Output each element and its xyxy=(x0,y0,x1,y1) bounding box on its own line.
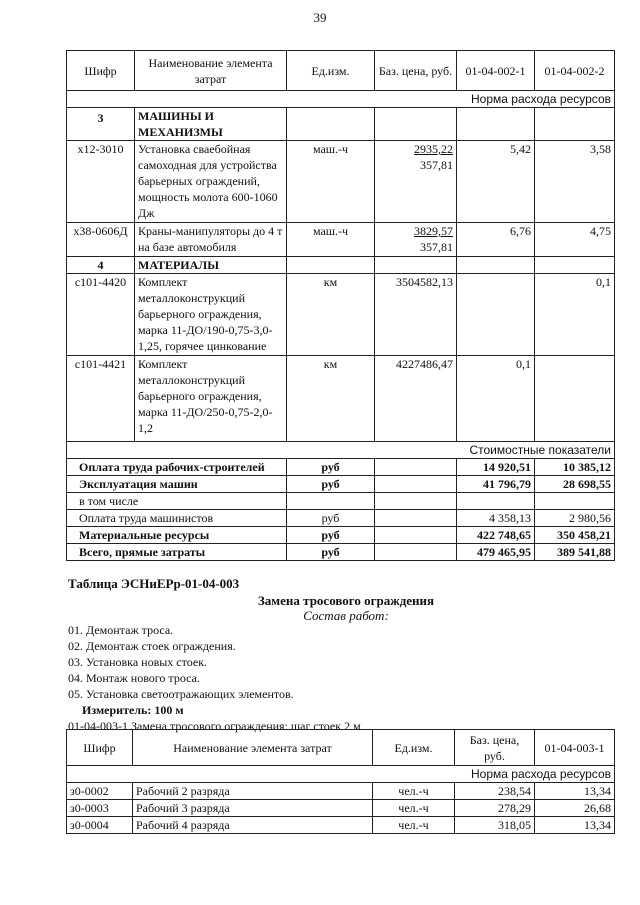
row-price-2: 357,81 xyxy=(420,240,453,254)
row-name: Комплект металлоконструкций барьерного ограждения, марка 11-ДО/250-0,75-2,0-1,2 xyxy=(135,356,287,442)
row-unit: чел.-ч xyxy=(373,817,455,834)
row-value-1: 5,42 xyxy=(457,141,535,223)
table-row xyxy=(67,141,615,223)
header-col1: 01-04-002-1 xyxy=(457,51,535,91)
cost-label-row xyxy=(67,442,615,459)
cost-row xyxy=(67,459,615,476)
header-unit: Ед.изм. xyxy=(373,730,455,766)
table-row xyxy=(67,356,615,442)
cost-value-1: 4 358,13 xyxy=(457,510,535,527)
row-unit: км xyxy=(287,274,375,356)
table-header-row xyxy=(67,51,615,91)
row-code: с101-4421 xyxy=(67,356,135,442)
row-name: Краны-манипуляторы до 4 т на базе автомобиля xyxy=(135,223,287,257)
row-value-1: 13,34 xyxy=(535,783,615,800)
cost-label: Стоимостные показатели xyxy=(67,442,615,459)
row-price-2: 357,81 xyxy=(420,158,453,172)
cost-value-1: 14 920,51 xyxy=(457,459,535,476)
cost-name: Эксплуатация машин xyxy=(67,476,287,493)
row-price: 238,54 xyxy=(455,783,535,800)
cost-value-1 xyxy=(457,493,535,510)
row-value-2: 4,75 xyxy=(535,223,615,257)
row-value-1: 26,68 xyxy=(535,800,615,817)
table-row xyxy=(67,817,615,834)
row-value-1 xyxy=(457,274,535,356)
row-value-1: 6,76 xyxy=(457,223,535,257)
cost-row xyxy=(67,544,615,561)
cost-name: в том числе xyxy=(67,493,287,510)
list-item: 01. Демонтаж троса. xyxy=(68,623,174,637)
row-price: 278,29 xyxy=(455,800,535,817)
row-value-1: 13,34 xyxy=(535,817,615,834)
section-3-row xyxy=(67,108,615,141)
row-name: Комплект металлоконструкций барьерного ограждения, марка 11-ДО/190-0,75-3,0-1,25, горячее цинкование xyxy=(135,274,287,356)
list-item: 03. Установка новых стоек. xyxy=(68,655,208,669)
row-name: Рабочий 3 разряда xyxy=(133,800,373,817)
norm-row xyxy=(67,766,615,783)
cost-row xyxy=(67,510,615,527)
row-name: Рабочий 2 разряда xyxy=(133,783,373,800)
row-code: х38-0606Д xyxy=(67,223,135,257)
cost-value-2: 389 541,88 xyxy=(535,544,615,561)
header-unit: Ед.изм. xyxy=(287,51,375,91)
row-unit: маш.-ч xyxy=(287,223,375,257)
row-price: 318,05 xyxy=(455,817,535,834)
table-header-row xyxy=(67,730,615,766)
table-row xyxy=(67,223,615,257)
header-name: Наименование элемента затрат xyxy=(135,51,287,91)
list-item: 02. Демонтаж стоек ограждения. xyxy=(68,639,236,653)
row-code: з0-0003 xyxy=(67,800,133,817)
cost-value-2 xyxy=(535,493,615,510)
row-value-1: 0,1 xyxy=(457,356,535,442)
cost-unit: руб xyxy=(287,527,375,544)
row-price: 3504582,13 xyxy=(375,274,457,356)
section-4-num: 4 xyxy=(67,257,135,274)
section-title: Замена тросового ограждения xyxy=(257,593,435,608)
row-code: с101-4420 xyxy=(67,274,135,356)
norm-label: Норма расхода ресурсов xyxy=(67,766,615,783)
row-value-2 xyxy=(535,356,615,442)
row-unit: чел.-ч xyxy=(373,783,455,800)
cost-name: Материальные ресурсы xyxy=(67,527,287,544)
section-4-title: МАТЕРИАЛЫ xyxy=(135,257,287,274)
header-code: Шифр xyxy=(67,51,135,91)
section-3-num: 3 xyxy=(67,108,135,141)
list-item: 05. Установка светоотражающих элементов. xyxy=(68,687,294,701)
cost-value-2: 2 980,56 xyxy=(535,510,615,527)
page-number: 39 xyxy=(313,10,327,25)
cost-value-2: 350 458,21 xyxy=(535,527,615,544)
resource-table-1 xyxy=(66,50,615,561)
row-value-2: 0,1 xyxy=(535,274,615,356)
header-price: Баз. цена, руб. xyxy=(375,51,457,91)
row-price: 3829,57 xyxy=(414,224,453,238)
row-unit: км xyxy=(287,356,375,442)
cost-unit: руб xyxy=(287,459,375,476)
row-unit: чел.-ч xyxy=(373,800,455,817)
subheading: 01-04-003-1 Замена тросового ограждения: шаг стоек 2 м xyxy=(68,719,361,733)
section-subtitle: Состав работ: xyxy=(303,608,389,623)
works-list xyxy=(68,622,361,734)
row-name: Рабочий 4 разряда xyxy=(133,817,373,834)
header-price: Баз. цена, руб. xyxy=(455,730,535,766)
table-title: Таблица ЭСНиЕРр-01-04-003 xyxy=(68,576,240,591)
row-code: з0-0002 xyxy=(67,783,133,800)
cost-value-2: 28 698,55 xyxy=(535,476,615,493)
norm-label: Норма расхода ресурсов xyxy=(67,91,615,108)
table-row xyxy=(67,800,615,817)
header-col1: 01-04-003-1 xyxy=(535,730,615,766)
row-unit: маш.-ч xyxy=(287,141,375,223)
norm-row xyxy=(67,91,615,108)
cost-unit xyxy=(287,493,375,510)
resource-table-2 xyxy=(66,729,615,834)
cost-name: Оплата труда рабочих-строителей xyxy=(67,459,287,476)
row-value-2: 3,58 xyxy=(535,141,615,223)
table-row xyxy=(67,783,615,800)
row-name: Установка сваебойная самоходная для устройства барьерных ограждений, мощность молота 600-1060 Дж xyxy=(135,141,287,223)
cost-unit: руб xyxy=(287,544,375,561)
cost-name: Оплата труда машинистов xyxy=(67,510,287,527)
row-code: з0-0004 xyxy=(67,817,133,834)
section-4-row xyxy=(67,257,615,274)
meter-text: Измеритель: 100 м xyxy=(82,703,184,717)
list-item: 04. Монтаж нового троса. xyxy=(68,671,200,685)
row-price: 4227486,47 xyxy=(375,356,457,442)
header-name: Наименование элемента затрат xyxy=(133,730,373,766)
cost-row xyxy=(67,527,615,544)
cost-name: Всего, прямые затраты xyxy=(67,544,287,561)
cost-row xyxy=(67,493,615,510)
cost-value-1: 479 465,95 xyxy=(457,544,535,561)
section-3-title: МАШИНЫ И МЕХАНИЗМЫ xyxy=(135,108,287,141)
cost-value-2: 10 385,12 xyxy=(535,459,615,476)
header-col2: 01-04-002-2 xyxy=(535,51,615,91)
row-price: 2935,22 xyxy=(414,142,453,156)
table-row xyxy=(67,274,615,356)
cost-unit: руб xyxy=(287,476,375,493)
header-code: Шифр xyxy=(67,730,133,766)
cost-value-1: 41 796,79 xyxy=(457,476,535,493)
cost-unit: руб xyxy=(287,510,375,527)
cost-value-1: 422 748,65 xyxy=(457,527,535,544)
cost-row xyxy=(67,476,615,493)
row-code: х12-3010 xyxy=(67,141,135,223)
